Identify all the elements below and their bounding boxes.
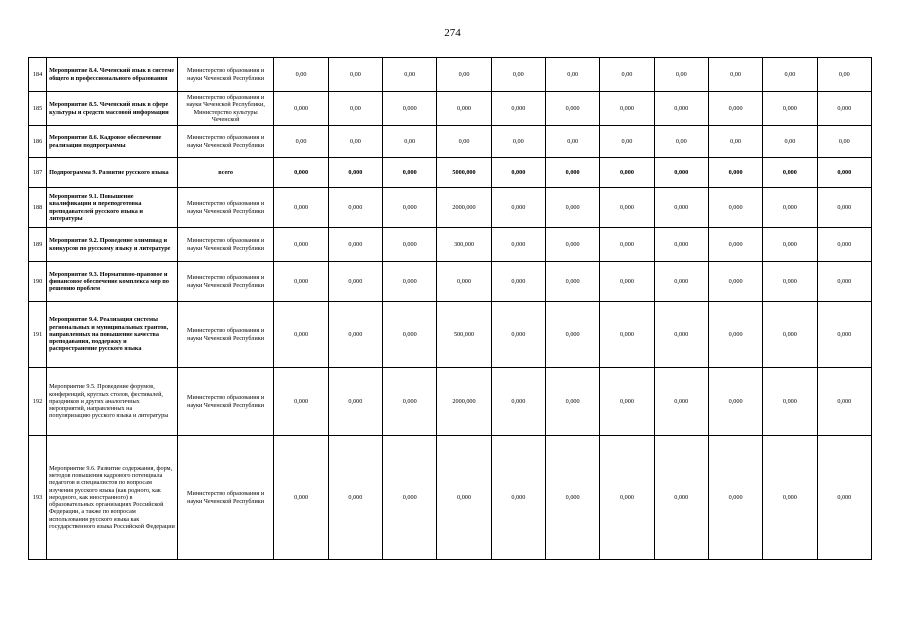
funding-value: 0,000 [491,158,545,188]
funding-value: 0,00 [437,58,491,92]
funding-value: 0,000 [763,158,817,188]
funding-value: 0,000 [383,368,437,436]
measure-name: Мероприятие 8.6. Кадровое обеспечение реализации подпрограммы [47,126,178,158]
funding-value: 0,000 [328,188,382,228]
funding-value: 0,000 [328,368,382,436]
funding-value: 0,000 [817,228,871,262]
funding-value: 0,00 [274,58,328,92]
funding-value: 0,000 [545,158,599,188]
row-number: 190 [29,262,47,302]
funding-value: 0,000 [545,302,599,368]
funding-value: 0,000 [383,302,437,368]
measure-name: Мероприятие 8.4. Чеченский язык в системе общего и профессионального образования [47,58,178,92]
funding-value: 0,000 [654,368,708,436]
measure-name: Мероприятие 9.3. Нормативно-правовое и финансовое обеспечение комплекса мер по решению проблем [47,262,178,302]
funding-value: 0,000 [274,302,328,368]
funding-value: 0,000 [817,436,871,560]
funding-value: 0,000 [328,262,382,302]
row-number: 188 [29,188,47,228]
funding-value: 0,000 [545,188,599,228]
table-row [29,92,872,126]
measure-name: Мероприятие 9.4. Реализация системы региональных и муниципальных грантов, направленных на повышение качества преподавания, поддержку и распространение русского языка [47,302,178,368]
funding-value: 0,000 [600,158,654,188]
funding-value: 0,000 [274,92,328,126]
funding-value: 0,000 [654,92,708,126]
funding-value: 0,000 [763,368,817,436]
executor: Министерство образования и науки Чеченской Республики, Министерство культуры Чеченской [177,92,274,126]
row-number: 185 [29,92,47,126]
funding-value: 0,00 [600,126,654,158]
funding-value: 0,00 [328,92,382,126]
funding-value: 0,000 [708,228,762,262]
funding-value: 0,000 [437,436,491,560]
funding-value: 0,000 [654,436,708,560]
funding-value: 2000,000 [437,368,491,436]
funding-value: 0,000 [600,262,654,302]
funding-value: 0,000 [600,188,654,228]
measure-name: Мероприятие 9.2. Проведение олимпиад и конкурсов по русскому языку и литературе [47,228,178,262]
funding-value: 300,000 [437,228,491,262]
row-number: 192 [29,368,47,436]
table-row [29,262,872,302]
funding-value: 0,000 [654,188,708,228]
measure-name: Мероприятие 8.5. Чеченский язык в сфере культуры и средств массовой информации [47,92,178,126]
funding-value: 0,000 [274,368,328,436]
page-number: 274 [444,27,461,39]
funding-value: 0,000 [383,228,437,262]
measure-name: Подпрограмма 9. Развитие русского языка [47,158,178,188]
funding-value: 0,00 [654,58,708,92]
funding-value: 0,000 [383,262,437,302]
funding-value: 0,00 [328,58,382,92]
funding-value: 0,000 [763,262,817,302]
funding-value: 0,000 [763,436,817,560]
funding-value: 0,000 [274,436,328,560]
funding-value: 0,000 [545,436,599,560]
row-number: 186 [29,126,47,158]
executor: Министерство образования и науки Чеченской Республики [177,126,274,158]
funding-value: 0,000 [437,92,491,126]
funding-value: 0,00 [545,126,599,158]
executor: Министерство образования и науки Чеченской Республики [177,228,274,262]
measure-name: Мероприятие 9.5. Проведение форумов, конференций, круглых столов, фестивалей, праздников и других аналогичных мероприятий, направленных на популяризацию русского языка и литературы [47,368,178,436]
funding-value: 0,000 [763,92,817,126]
row-number: 189 [29,228,47,262]
funding-value: 0,000 [817,262,871,302]
funding-value: 2000,000 [437,188,491,228]
funding-value: 0,000 [328,436,382,560]
funding-value: 0,00 [545,58,599,92]
funding-value: 0,000 [708,188,762,228]
table-row [29,126,872,158]
row-number: 193 [29,436,47,560]
funding-value: 0,000 [654,302,708,368]
funding-value: 0,000 [383,188,437,228]
funding-value: 0,000 [545,368,599,436]
funding-value: 0,00 [600,58,654,92]
funding-value: 0,000 [817,158,871,188]
funding-value: 0,000 [274,228,328,262]
funding-value: 0,00 [763,58,817,92]
funding-value: 0,000 [817,302,871,368]
table-row [29,436,872,560]
funding-value: 0,000 [383,436,437,560]
funding-value: 0,000 [708,436,762,560]
funding-value: 0,000 [328,228,382,262]
funding-value: 5000,000 [437,158,491,188]
table-row [29,188,872,228]
funding-value: 0,00 [491,58,545,92]
funding-value: 0,000 [708,302,762,368]
funding-value: 0,00 [654,126,708,158]
funding-value: 0,000 [817,368,871,436]
funding-value: 0,000 [383,92,437,126]
funding-value: 0,000 [708,368,762,436]
table-row [29,368,872,436]
funding-value: 0,000 [817,92,871,126]
funding-value: 0,000 [437,262,491,302]
funding-value: 0,00 [817,126,871,158]
funding-value: 0,000 [654,262,708,302]
funding-value: 0,000 [817,188,871,228]
executor: Министерство образования и науки Чеченской Республики [177,302,274,368]
funding-value: 0,00 [708,58,762,92]
executor: Министерство образования и науки Чеченской Республики [177,436,274,560]
funding-value: 0,000 [708,262,762,302]
funding-value: 0,000 [654,158,708,188]
funding-value: 0,000 [545,262,599,302]
funding-value: 0,000 [708,92,762,126]
executor: Министерство образования и науки Чеченской Республики [177,368,274,436]
funding-value: 0,000 [491,262,545,302]
funding-value: 0,000 [328,302,382,368]
funding-value: 0,00 [383,58,437,92]
measure-name: Мероприятие 9.1. Повышение квалификации и переподготовка преподавателей русского языка и литературы [47,188,178,228]
funding-value: 0,000 [545,228,599,262]
budget-table [28,57,872,560]
funding-value: 0,000 [274,188,328,228]
funding-value: 0,000 [708,158,762,188]
funding-value: 0,00 [437,126,491,158]
funding-value: 0,000 [274,262,328,302]
executor: всего [177,158,274,188]
measure-name: Мероприятие 9.6. Развитие содержания, форм, методов повышения кадрового потенциала педагогов и специалистов по вопросам изучения русского языка (как родного, как неродного, как иностранного) в образовательных организациях Российской Федерации, а также по вопросам использования русского языка как государственного языка Российской Федерации [47,436,178,560]
row-number: 187 [29,158,47,188]
funding-value: 0,000 [763,228,817,262]
table-row [29,228,872,262]
funding-value: 0,000 [600,368,654,436]
executor: Министерство образования и науки Чеченской Республики [177,262,274,302]
funding-value: 0,000 [763,302,817,368]
funding-value: 0,000 [763,188,817,228]
funding-value: 0,000 [328,158,382,188]
funding-value: 0,000 [491,368,545,436]
funding-value: 0,000 [491,228,545,262]
funding-value: 0,000 [491,302,545,368]
funding-value: 0,000 [274,158,328,188]
table-row [29,158,872,188]
funding-value: 0,000 [545,92,599,126]
funding-value: 0,00 [491,126,545,158]
funding-value: 0,000 [491,188,545,228]
row-number: 191 [29,302,47,368]
funding-value: 0,000 [491,92,545,126]
funding-value: 0,000 [600,92,654,126]
table-row [29,58,872,92]
executor: Министерство образования и науки Чеченской Республики [177,58,274,92]
funding-value: 0,00 [708,126,762,158]
funding-value: 0,00 [328,126,382,158]
funding-value: 0,000 [654,228,708,262]
funding-value: 0,00 [383,126,437,158]
executor: Министерство образования и науки Чеченской Республики [177,188,274,228]
funding-value: 0,00 [763,126,817,158]
funding-value: 0,000 [600,302,654,368]
funding-value: 0,000 [491,436,545,560]
funding-value: 0,000 [600,436,654,560]
funding-value: 0,00 [817,58,871,92]
funding-value: 500,000 [437,302,491,368]
funding-value: 0,00 [274,126,328,158]
row-number: 184 [29,58,47,92]
funding-value: 0,000 [600,228,654,262]
funding-value: 0,000 [383,158,437,188]
table-row [29,302,872,368]
